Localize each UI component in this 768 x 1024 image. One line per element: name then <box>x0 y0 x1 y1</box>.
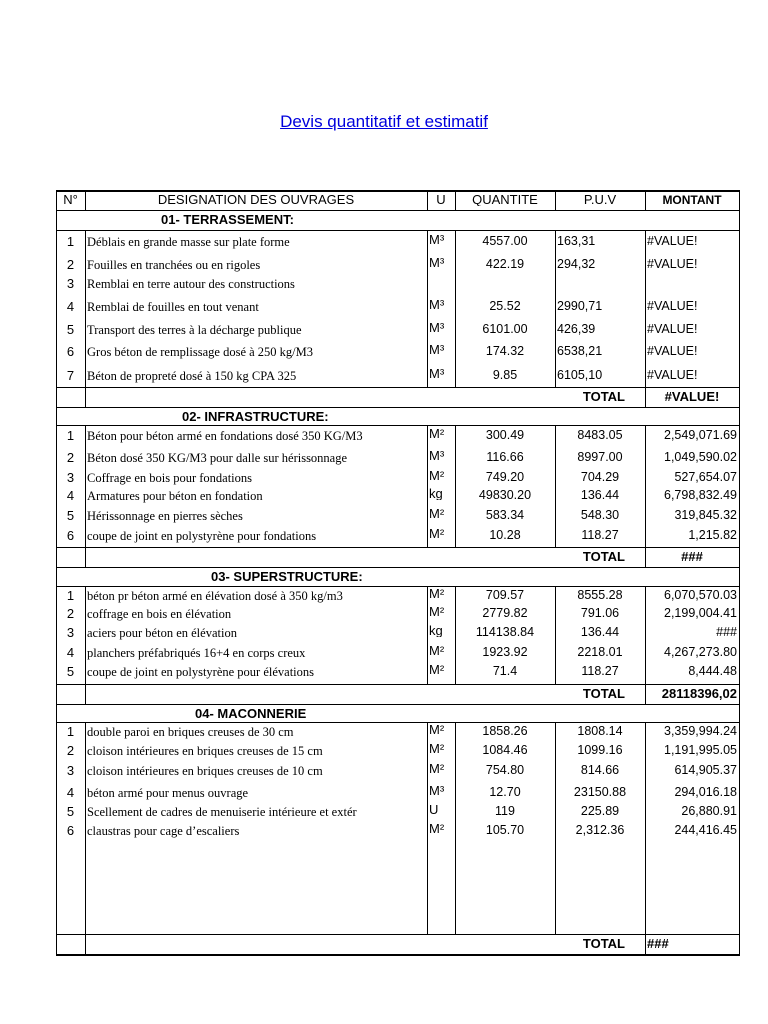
item-designation: Coffrage en bois pour fondations <box>87 472 253 485</box>
item-designation: Déblais en grande masse sur plate forme <box>87 236 290 249</box>
body-col-border <box>455 230 456 388</box>
header-designation: DESIGNATION DES OUVRAGES <box>157 193 355 206</box>
body-col-border <box>427 586 428 685</box>
item-number: 3 <box>66 626 75 639</box>
table-left-border <box>56 704 57 723</box>
item-unit: M³ <box>429 298 445 311</box>
item-unit: M³ <box>429 449 445 462</box>
item-amount: 294,016.18 <box>674 786 737 799</box>
item-designation: coffrage en bois en élévation <box>87 608 232 621</box>
item-number: 7 <box>66 369 75 382</box>
item-designation: Armatures pour béton en fondation <box>87 490 263 503</box>
item-quantity: 1858.26 <box>482 725 528 738</box>
body-col-border <box>455 722 456 935</box>
item-quantity: 10.28 <box>489 529 521 542</box>
item-quantity: 583.34 <box>485 509 525 522</box>
item-amount: #VALUE! <box>647 323 698 336</box>
item-unit-price: 163,31 <box>557 235 596 248</box>
item-number: 4 <box>66 646 75 659</box>
item-quantity: 1923.92 <box>482 646 528 659</box>
section-heading-border <box>56 230 740 231</box>
item-designation: coupe de joint en polystyrène pour fondations <box>87 530 317 543</box>
item-designation: Fouilles en tranchées ou en rigoles <box>87 259 261 272</box>
item-number: 1 <box>66 589 75 602</box>
item-number: 3 <box>66 764 75 777</box>
table-right-border <box>739 704 740 723</box>
item-unit-price: 8555.28 <box>577 589 623 602</box>
table-right-border <box>739 210 740 231</box>
table-top-border <box>56 191 740 192</box>
item-unit: M² <box>429 663 445 676</box>
body-col-border <box>739 230 740 388</box>
item-number: 6 <box>66 345 75 358</box>
item-designation: Hérissonnage en pierres sèches <box>87 510 243 523</box>
body-col-border <box>85 586 86 685</box>
item-unit: M³ <box>429 367 445 380</box>
item-number: 2 <box>66 451 75 464</box>
item-amount: 2,199,004.41 <box>664 607 737 620</box>
body-col-border <box>56 722 57 935</box>
item-quantity: 105.70 <box>485 824 525 837</box>
body-col-border <box>555 722 556 935</box>
body-col-border <box>645 722 646 935</box>
body-col-border <box>455 425 456 548</box>
total-label: TOTAL <box>582 390 625 403</box>
item-number: 6 <box>66 824 75 837</box>
body-col-border <box>739 586 740 685</box>
section-heading-border <box>56 586 740 587</box>
item-number: 6 <box>66 529 75 542</box>
item-quantity: 422.19 <box>485 258 525 271</box>
section-heading: 03- SUPERSTRUCTURE: <box>211 570 363 583</box>
header-no: N° <box>63 193 78 206</box>
item-unit: M³ <box>429 321 445 334</box>
table-right-border <box>739 934 740 955</box>
item-number: 3 <box>66 277 75 290</box>
item-amount: #VALUE! <box>647 369 698 382</box>
item-unit-price: 548.30 <box>580 509 620 522</box>
item-amount: 1,215.82 <box>688 529 737 542</box>
item-unit-price: 1808.14 <box>577 725 623 738</box>
item-amount: #VALUE! <box>647 235 698 248</box>
body-col-border <box>427 425 428 548</box>
item-number: 5 <box>66 805 75 818</box>
table-left-border <box>56 210 57 231</box>
table-right-border <box>739 684 740 705</box>
total-value: ### <box>647 937 669 950</box>
body-col-border <box>645 425 646 548</box>
total-value: ### <box>681 550 703 563</box>
item-quantity: 1084.46 <box>482 744 528 757</box>
body-col-border <box>85 425 86 548</box>
item-amount: #VALUE! <box>647 258 698 271</box>
total-row-border <box>56 387 740 388</box>
total-col-border <box>645 684 646 705</box>
item-unit: U <box>429 803 439 816</box>
item-unit-price: 2,312.36 <box>575 824 625 837</box>
item-unit-price: 814.66 <box>580 764 620 777</box>
item-unit-price: 2990,71 <box>557 300 603 313</box>
table-right-border <box>739 407 740 426</box>
table-right-border <box>739 567 740 587</box>
item-designation: béton pr béton armé en élévation dosé à 350 kg/m3 <box>87 590 343 603</box>
body-col-border <box>645 586 646 685</box>
total-col-border <box>85 934 86 955</box>
header-col-border <box>555 190 556 211</box>
item-quantity: 300.49 <box>485 429 525 442</box>
item-amount: 4,267,273.80 <box>664 646 737 659</box>
header-col-border <box>427 190 428 211</box>
item-number: 3 <box>66 471 75 484</box>
body-col-border <box>427 722 428 935</box>
header-col-border <box>85 190 86 211</box>
item-designation: cloison intérieures en briques creuses de 10 cm <box>87 765 323 778</box>
item-unit-price: 23150.88 <box>573 786 627 799</box>
item-unit: M³ <box>429 233 445 246</box>
item-designation: Scellement de cadres de menuiserie intérieure et extér <box>87 806 357 819</box>
header-unit: U <box>436 193 446 206</box>
item-number: 2 <box>66 744 75 757</box>
table-left-border <box>56 407 57 426</box>
item-designation: Transport des terres à la décharge publique <box>87 324 302 337</box>
total-row-bottom-border <box>56 704 740 705</box>
item-unit: M² <box>429 644 445 657</box>
item-designation: Remblai de fouilles en tout venant <box>87 301 259 314</box>
item-quantity: 12.70 <box>489 786 521 799</box>
item-number: 5 <box>66 509 75 522</box>
header-col-border <box>455 190 456 211</box>
table-left-border <box>56 684 57 705</box>
body-col-border <box>56 230 57 388</box>
item-designation: Remblai en terre autour des constructions <box>87 278 295 291</box>
item-designation: cloison intérieures en briques creuses de 15 cm <box>87 745 323 758</box>
item-number: 1 <box>66 429 75 442</box>
item-amount: 2,549,071.69 <box>664 429 737 442</box>
item-unit: M³ <box>429 784 445 797</box>
item-amount: 26,880.91 <box>681 805 737 818</box>
item-designation: Béton dosé 350 KG/M3 pour dalle sur hérissonnage <box>87 452 348 465</box>
header-puv: P.U.V <box>583 193 617 206</box>
item-amount: #VALUE! <box>647 345 698 358</box>
item-unit: M³ <box>429 256 445 269</box>
total-col-border <box>85 387 86 408</box>
total-col-border <box>85 684 86 705</box>
item-designation: Béton de propreté dosé à 150 kg CPA 325 <box>87 370 297 383</box>
item-quantity: 2779.82 <box>482 607 528 620</box>
document-title: Devis quantitatif et estimatif <box>280 112 488 131</box>
item-quantity: 749.20 <box>485 471 525 484</box>
item-amount: 3,359,994.24 <box>664 725 737 738</box>
item-number: 5 <box>66 665 75 678</box>
body-col-border <box>56 586 57 685</box>
header-bottom-border <box>56 210 740 211</box>
item-unit-price: 704.29 <box>580 471 620 484</box>
item-unit: M² <box>429 507 445 520</box>
total-row-border <box>56 684 740 685</box>
table-right-border <box>739 547 740 568</box>
item-unit-price: 136.44 <box>580 489 620 502</box>
table-bottom-border <box>56 955 740 956</box>
item-unit-price: 6105,10 <box>557 369 603 382</box>
item-amount: 319,845.32 <box>674 509 737 522</box>
item-amount: 1,191,995.05 <box>664 744 737 757</box>
item-unit-price: 1099.16 <box>577 744 623 757</box>
item-unit: M² <box>429 742 445 755</box>
body-col-border <box>555 230 556 388</box>
total-label: TOTAL <box>582 687 625 700</box>
item-designation: béton armé pour menus ouvrage <box>87 787 249 800</box>
item-unit-price: 8997.00 <box>577 451 623 464</box>
header-col-border <box>645 190 646 211</box>
table-left-border <box>56 547 57 568</box>
item-unit: M² <box>429 587 445 600</box>
item-quantity: 71.4 <box>492 665 518 678</box>
item-number: 4 <box>66 786 75 799</box>
item-amount: 244,416.45 <box>674 824 737 837</box>
item-amount: 1,049,590.02 <box>664 451 737 464</box>
total-label: TOTAL <box>582 550 625 563</box>
item-unit: M² <box>429 527 445 540</box>
item-unit-price: 118.27 <box>581 529 619 542</box>
total-row-bottom-border <box>56 407 740 408</box>
item-unit-price: 118.27 <box>581 665 619 678</box>
item-designation: aciers pour béton en élévation <box>87 627 237 640</box>
section-heading-border <box>56 425 740 426</box>
item-designation: Béton pour béton armé en fondations dosé 350 KG/M3 <box>87 430 363 443</box>
item-designation: claustras pour cage d’escaliers <box>87 825 240 838</box>
item-unit: kg <box>429 487 443 500</box>
item-number: 1 <box>66 235 75 248</box>
item-amount: 614,905.37 <box>674 764 737 777</box>
item-amount: 6,070,570.03 <box>664 589 737 602</box>
item-number: 2 <box>66 258 75 271</box>
body-col-border <box>85 722 86 935</box>
body-col-border <box>85 230 86 388</box>
item-unit: M² <box>429 469 445 482</box>
item-unit-price: 2218.01 <box>577 646 623 659</box>
item-unit: kg <box>429 624 443 637</box>
total-row-border <box>56 547 740 548</box>
item-unit: M³ <box>429 343 445 356</box>
body-col-border <box>555 425 556 548</box>
section-heading-border <box>56 722 740 723</box>
item-unit: M² <box>429 822 445 835</box>
header-col-border <box>56 190 57 211</box>
item-quantity: 174.32 <box>485 345 525 358</box>
total-col-border <box>645 934 646 955</box>
item-unit: M² <box>429 605 445 618</box>
item-quantity: 6101.00 <box>482 323 528 336</box>
body-col-border <box>555 586 556 685</box>
item-amount: 527,654.07 <box>674 471 737 484</box>
item-number: 1 <box>66 725 75 738</box>
header-amount: MONTANT <box>662 194 722 206</box>
total-row-bottom-border <box>56 567 740 568</box>
item-number: 2 <box>66 607 75 620</box>
total-col-border <box>85 547 86 568</box>
item-unit-price: 6538,21 <box>557 345 603 358</box>
item-designation: Gros béton de remplissage dosé à 250 kg/M3 <box>87 346 314 359</box>
item-unit-price: 426,39 <box>557 323 596 336</box>
item-quantity: 114138.84 <box>475 626 535 639</box>
header-col-border <box>739 190 740 211</box>
item-designation: planchers préfabriqués 16+4 en corps creux <box>87 647 306 660</box>
item-unit: M² <box>429 723 445 736</box>
item-number: 4 <box>66 300 75 313</box>
body-col-border <box>739 425 740 548</box>
item-unit-price: 8483.05 <box>577 429 623 442</box>
header-quantity: QUANTITE <box>472 193 538 206</box>
item-quantity: 4557.00 <box>482 235 528 248</box>
section-heading: 04- MACONNERIE <box>195 707 307 720</box>
total-label: TOTAL <box>582 937 625 950</box>
item-quantity: 116.66 <box>486 451 524 464</box>
item-designation: double paroi en briques creuses de 30 cm <box>87 726 294 739</box>
item-quantity: 709.57 <box>485 589 525 602</box>
total-col-border <box>645 547 646 568</box>
total-value: 28118396,02 <box>661 687 737 700</box>
item-unit-price: 136.44 <box>580 626 620 639</box>
item-designation: coupe de joint en polystyrène pour élévations <box>87 666 315 679</box>
item-unit: M² <box>429 762 445 775</box>
item-quantity: 9.85 <box>492 369 518 382</box>
body-col-border <box>455 586 456 685</box>
table-right-border <box>739 387 740 408</box>
total-value: #VALUE! <box>664 390 720 403</box>
item-quantity: 25.52 <box>489 300 521 313</box>
item-unit-price: 225.89 <box>580 805 620 818</box>
section-heading: 01- TERRASSEMENT: <box>161 213 294 226</box>
body-col-border <box>739 722 740 935</box>
item-number: 5 <box>66 323 75 336</box>
body-col-border <box>427 230 428 388</box>
total-col-border <box>645 387 646 408</box>
total-row-border <box>56 934 740 935</box>
body-col-border <box>56 425 57 548</box>
item-amount: ### <box>716 626 737 639</box>
item-unit: M² <box>429 427 445 440</box>
item-amount: #VALUE! <box>647 300 698 313</box>
item-quantity: 754.80 <box>485 764 525 777</box>
item-unit-price: 294,32 <box>557 258 596 271</box>
item-number: 4 <box>66 489 75 502</box>
table-left-border <box>56 934 57 955</box>
item-amount: 6,798,832.49 <box>664 489 737 502</box>
item-quantity: 119 <box>495 805 515 818</box>
table-left-border <box>56 567 57 587</box>
item-amount: 8,444.48 <box>688 665 737 678</box>
body-col-border <box>645 230 646 388</box>
item-unit-price: 791.06 <box>580 607 620 620</box>
item-quantity: 49830.20 <box>478 489 532 502</box>
section-heading: 02- INFRASTRUCTURE: <box>182 410 329 423</box>
table-left-border <box>56 387 57 408</box>
